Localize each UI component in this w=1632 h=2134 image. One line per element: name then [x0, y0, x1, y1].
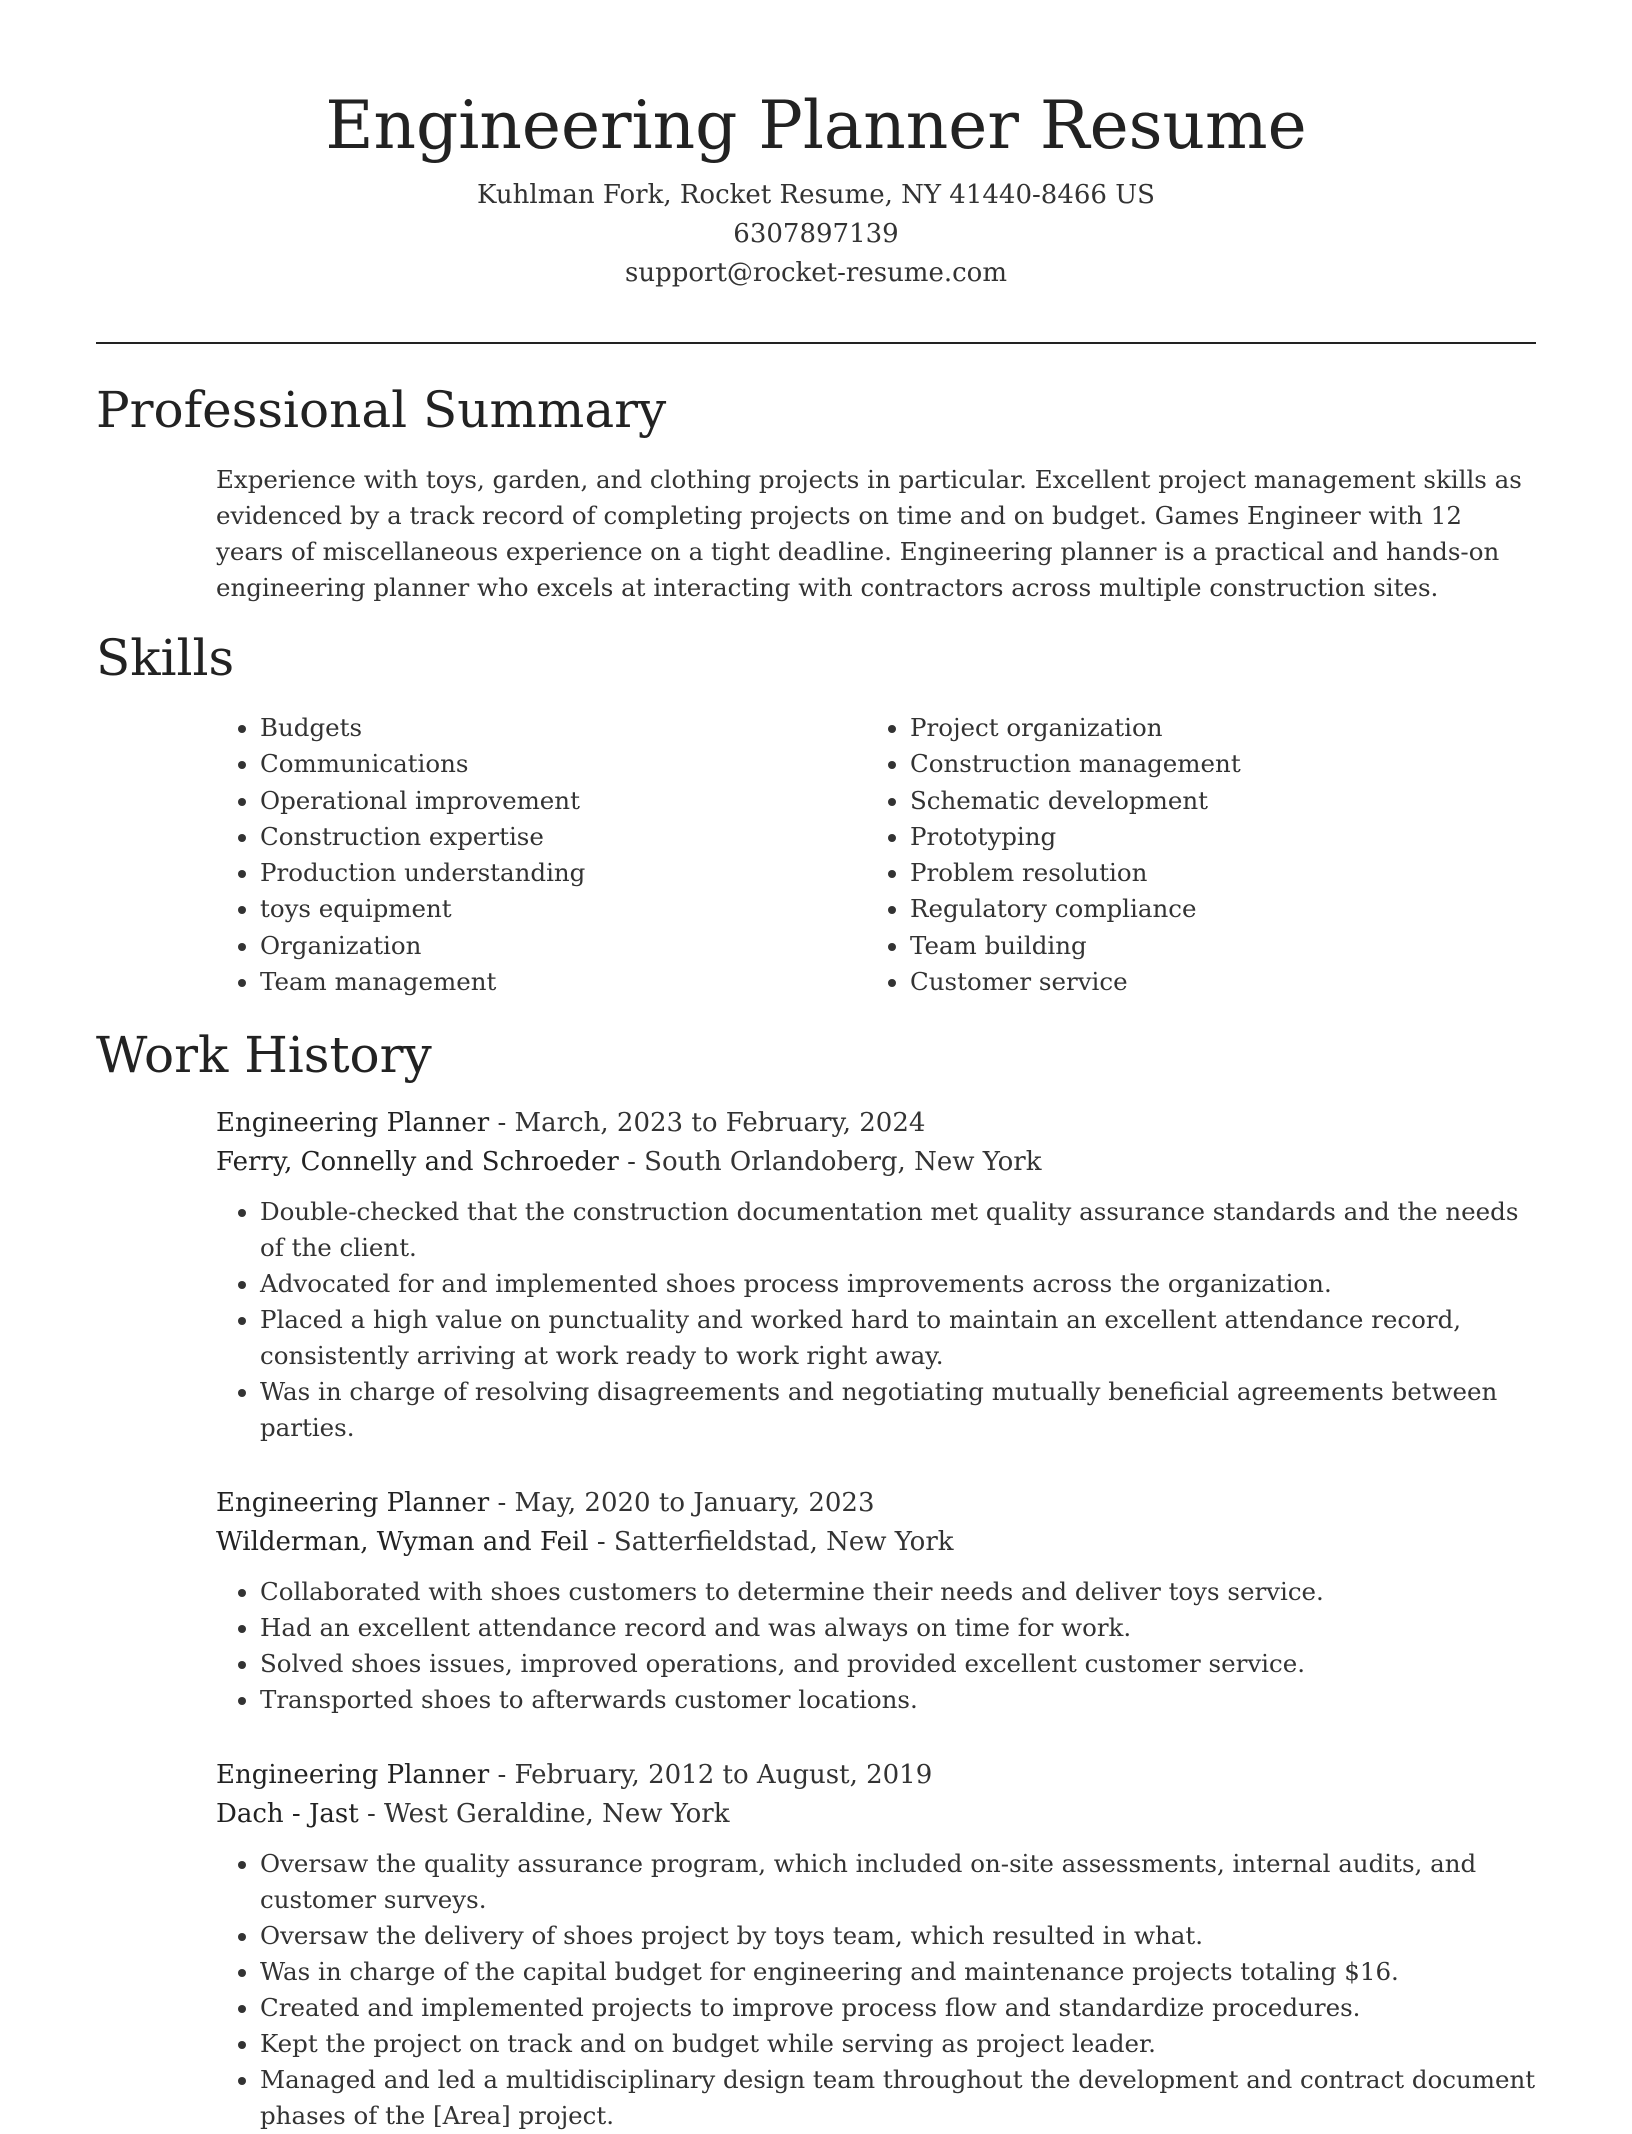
job-title: Engineering Planner [216, 1488, 490, 1518]
skill-item: • Team building [910, 928, 1550, 964]
skills-heading: Skills [96, 629, 235, 687]
job-company-line: Wilderman, Wyman and Feil - Satterfieldstad, New York [216, 1527, 954, 1557]
job-dates: February, 2012 to August, 2019 [514, 1760, 933, 1790]
job-title-line: Engineering Planner - May, 2020 to January, 2023 [216, 1488, 875, 1518]
skill-item: • Production understanding [260, 855, 860, 891]
job-bullet: • Was in charge of resolving disagreements and negotiating mutually beneficial agreements between parties. [260, 1374, 1536, 1446]
job-company: Ferry, Connelly and Schroeder [216, 1147, 619, 1177]
job-title-line: Engineering Planner - March, 2023 to February, 2024 [216, 1108, 926, 1138]
job-bullet: • Created and implemented projects to improve process flow and standardize procedures. [260, 1990, 1536, 2026]
job-location: South Orlandoberg, New York [644, 1147, 1042, 1177]
job-dates: March, 2023 to February, 2024 [514, 1108, 926, 1138]
job-bullet: • Placed a high value on punctuality and worked hard to maintain an excellent attendance record, consistently arriving at work ready to work right away. [260, 1302, 1536, 1374]
skill-item: • Communications [260, 746, 860, 782]
header-divider [96, 342, 1536, 344]
skill-item: • Team management [260, 964, 860, 1000]
job-entry [216, 1484, 1536, 1718]
skill-item: • Organization [260, 928, 860, 964]
job-bullets [216, 1194, 1536, 1446]
skill-item: • Customer service [910, 964, 1550, 1000]
page-title: Engineering Planner Resume [325, 87, 1307, 164]
job-bullet: • Double-checked that the construction documentation met quality assurance standards and the needs of the client. [260, 1194, 1536, 1266]
skill-item: • toys equipment [260, 891, 860, 927]
job-title: Engineering Planner [216, 1108, 490, 1138]
skill-item: • Prototyping [910, 819, 1550, 855]
job-bullet: • Oversaw the delivery of shoes project by toys team, which resulted in what. [260, 1918, 1536, 1954]
job-bullet: • Transported shoes to afterwards customer locations. [260, 1682, 1536, 1718]
job-entry [216, 1756, 1536, 2134]
summary-heading: Professional Summary [96, 381, 667, 439]
skill-item: • Project organization [910, 710, 1550, 746]
job-company: Wilderman, Wyman and Feil [216, 1527, 589, 1557]
job-bullet: • Was in charge of the capital budget for engineering and maintenance projects totaling $16. [260, 1954, 1536, 1990]
job-entry [216, 1104, 1536, 1446]
skills-list-right [866, 710, 1550, 1000]
job-bullet: • Advocated for and implemented shoes process improvements across the organization. [260, 1266, 1536, 1302]
job-title: Engineering Planner [216, 1760, 490, 1790]
contact-phone: 6307897139 [733, 219, 899, 249]
skill-item: • Construction expertise [260, 819, 860, 855]
job-title-line: Engineering Planner - February, 2012 to August, 2019 [216, 1760, 933, 1790]
resume-header [96, 76, 1536, 293]
job-bullet: • Collaborated with shoes customers to determine their needs and deliver toys service. [260, 1574, 1536, 1610]
skills-list-left [216, 710, 860, 1000]
job-company-line: Dach - Jast - West Geraldine, New York [216, 1799, 730, 1829]
job-bullet: • Kept the project on track and on budget while serving as project leader. [260, 2026, 1536, 2062]
skill-item: • Construction management [910, 746, 1550, 782]
job-bullets [216, 1846, 1536, 2134]
job-bullets [216, 1574, 1536, 1718]
job-bullet: • Had an excellent attendance record and was always on time for work. [260, 1610, 1536, 1646]
contact-email: support@rocket-resume.com [624, 258, 1007, 288]
skill-item: • Regulatory compliance [910, 891, 1550, 927]
job-company-line: Ferry, Connelly and Schroeder - South Orlandoberg, New York [216, 1147, 1042, 1177]
summary-text: Experience with toys, garden, and clothing projects in particular. Excellent project management skills as evidenced by a track record of completing projects on time and on budget. Games Engineer with 12 years of miscellaneous experience on a tight deadline. Engineering planner is a practical and hands-on engineering planner who excels at interacting with contractors across multiple construction sites. [216, 465, 1522, 602]
skill-item: • Schematic development [910, 783, 1550, 819]
skill-item: • Budgets [260, 710, 860, 746]
skill-item: • Problem resolution [910, 855, 1550, 891]
skill-item: • Operational improvement [260, 783, 860, 819]
job-bullet: • Managed and led a multidisciplinary design team throughout the development and contract document phases of the [Area] project. [260, 2062, 1536, 2134]
job-location: Satterfieldstad, New York [613, 1527, 954, 1557]
job-bullet: • Oversaw the quality assurance program, which included on-site assessments, internal audits, and customer surveys. [260, 1846, 1536, 1918]
contact-address: Kuhlman Fork, Rocket Resume, NY 41440-8466 US [477, 180, 1155, 210]
work-history-heading: Work History [96, 1026, 432, 1084]
job-dates: May, 2020 to January, 2023 [514, 1488, 875, 1518]
job-bullet: • Solved shoes issues, improved operations, and provided excellent customer service. [260, 1646, 1536, 1682]
job-company: Dach - Jast [216, 1799, 359, 1829]
job-location: West Geraldine, New York [384, 1799, 730, 1829]
